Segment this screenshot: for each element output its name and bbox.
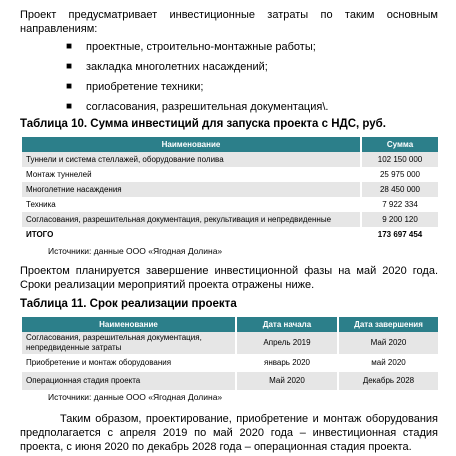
final-paragraph: Таким образом, проектирование, приобретение и монтаж оборудования предполагается с апреля 2019 по май 2020 года – инвестиционная стадия проекта, с июня 2020 по декабрь 2028 года – операционная стадия проекта. — [20, 413, 438, 453]
table10-source: Источники: данные ООО «Ягодная Долина» — [48, 246, 223, 256]
table-row: Согласования, разрешительная документация, непредвиденные затраты Апрель 2019 Май 2020 — [21, 332, 439, 354]
table-row: Многолетние насаждения 28 450 000 — [21, 182, 439, 197]
bullet-icon: ■ — [66, 41, 73, 52]
table-total-row: ИТОГО 173 697 454 — [21, 227, 439, 242]
bullet-icon: ■ — [66, 61, 73, 72]
header-end: Дата завершения — [338, 317, 439, 332]
bullet-item: ■ согласования, разрешительная документация\. — [66, 100, 436, 120]
table-row: Монтаж туннелей 25 975 000 — [21, 167, 439, 182]
table-row: Приобретение и монтаж оборудования январь 2020 май 2020 — [21, 354, 439, 372]
investment-table — [20, 137, 440, 242]
table-row: Туннели и система стеллажей, оборудование полива 102 150 000 — [21, 152, 439, 167]
bullet-icon: ■ — [66, 81, 73, 92]
bullet-item: ■ приобретение техники; — [66, 80, 436, 100]
table-row: Согласования, разрешительная документация, рекультивация и непредвиденные 9 200 120 — [21, 212, 439, 227]
header-sum: Сумма — [361, 137, 439, 152]
bullet-list — [66, 40, 436, 120]
intro-paragraph: Проект предусматривает инвестиционные затраты по таким основным направлениям: — [20, 9, 438, 35]
schedule-table — [20, 317, 440, 390]
table10-caption: Таблица 10. Сумма инвестиций для запуска проекта с НДС, руб. — [20, 118, 386, 130]
header-name: Наименование — [21, 137, 361, 152]
table11-caption: Таблица 11. Срок реализации проекта — [20, 298, 237, 310]
table-row: Операционная стадия проекта Май 2020 Декабрь 2028 — [21, 372, 439, 390]
middle-paragraph: Проектом планируется завершение инвестиционной фазы на май 2020 года. Сроки реализации мероприятий проекта отражены ниже. — [20, 265, 438, 291]
header-name: Наименование — [21, 317, 236, 332]
table-row: Техника 7 922 334 — [21, 197, 439, 212]
bullet-item: ■ проектные, строительно-монтажные работы; — [66, 40, 436, 60]
table11-source: Источники: данные ООО «Ягодная Долина» — [48, 392, 223, 402]
header-start: Дата начала — [236, 317, 338, 332]
bullet-item: ■ закладка многолетних насаждений; — [66, 60, 436, 80]
bullet-icon: ■ — [66, 101, 73, 112]
